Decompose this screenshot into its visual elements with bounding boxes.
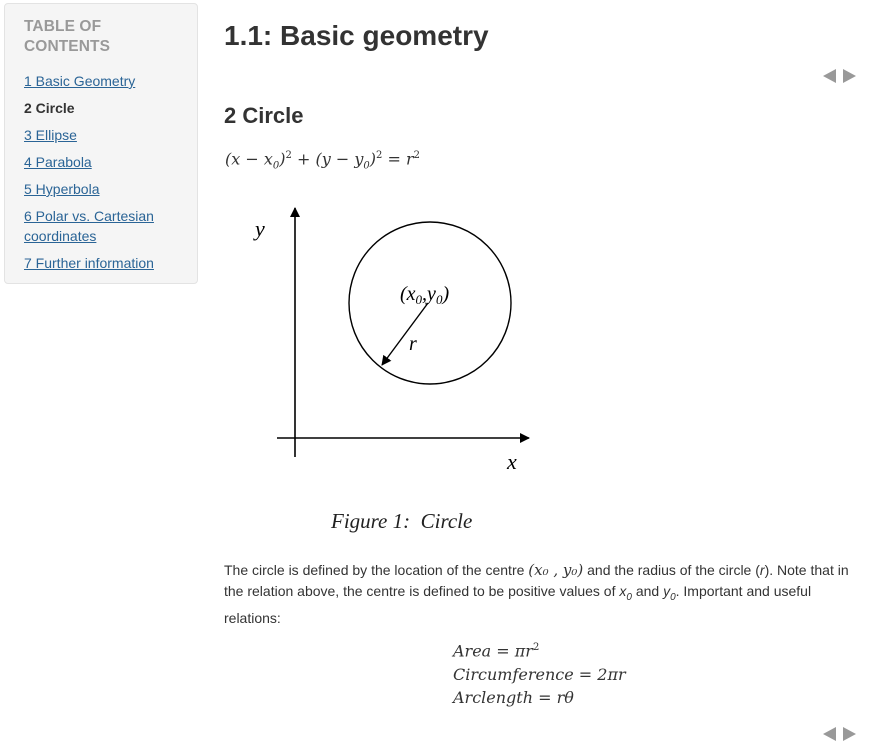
toc-item-circle-current: 2 Circle [24, 100, 75, 116]
figure-caption: Figure 1: Circle [331, 509, 473, 533]
circumference-formula: Circumference = 2πr [453, 664, 626, 684]
arclength-formula: Arclength = rθ [453, 688, 574, 708]
toc-link[interactable]: 6 Polar vs. Cartesian coordinates [24, 208, 154, 244]
toc-title: TABLE OF CONTENTS [24, 18, 111, 55]
section-title: 2 Circle [224, 103, 304, 128]
triangle-right-icon[interactable] [841, 68, 857, 84]
triangle-left-icon[interactable] [822, 68, 838, 84]
page-title: 1.1: Basic geometry [224, 20, 489, 51]
toc-item-parabola[interactable] [24, 152, 182, 172]
circle-figure [240, 195, 540, 480]
x-axis-label: x [507, 449, 517, 474]
toc-link[interactable]: 4 Parabola [24, 154, 92, 170]
table-of-contents [4, 3, 198, 284]
circle-relations [453, 636, 626, 710]
toc-item-further-information[interactable] [24, 253, 182, 273]
toc-item-polar-cartesian[interactable] [24, 206, 182, 246]
radius-arrow [382, 303, 428, 365]
toc-link[interactable]: 7 Further information [24, 255, 154, 271]
triangle-left-icon[interactable] [822, 726, 838, 742]
circle-equation: $(x - x_0)^2 + (y - y_0)^2 = r^2$ [225, 149, 420, 172]
toc-link[interactable]: 3 Ellipse [24, 127, 77, 143]
triangle-right-icon[interactable] [841, 726, 857, 742]
body-paragraph: The circle is defined by the location of the centre (x₀ , y₀) and the radius of the circle (r). Note that in the relation above, the centre is defined to be positive values of $x_0$ and $y_0$. Important and useful relations: [224, 561, 849, 626]
area-formula: Area = $\pi r^2$ [453, 641, 540, 661]
toc-link[interactable]: 1 Basic Geometry [24, 73, 136, 89]
radius-label: r [409, 333, 417, 355]
toc-list [24, 71, 182, 273]
y-axis-label: y [255, 216, 265, 241]
toc-item-ellipse[interactable] [24, 125, 182, 145]
page-nav-bottom [822, 726, 857, 742]
toc-link[interactable]: 5 Hyperbola [24, 181, 100, 197]
toc-item-basic-geometry[interactable] [24, 71, 182, 91]
toc-item-hyperbola[interactable] [24, 179, 182, 199]
page-nav-top [822, 68, 857, 84]
centre-label: $(x_0,y_0)$ [400, 283, 450, 307]
